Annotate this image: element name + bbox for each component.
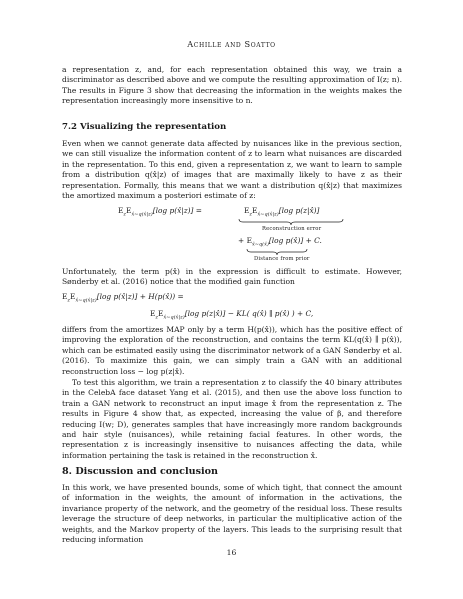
paragraph-intro: a representation z, and, for each representation obtained this way, we train a discriminator as described above and we compute the resulting approximation of I(z; n). The results in Figure 3 show that decreasing the information in the weights makes the representation increasingly more insensitive to n. — [62, 65, 402, 106]
underbrace-1 — [238, 218, 344, 226]
page-number: 16 — [226, 548, 237, 557]
equation-2-line2: $E_zE_{x̂\sim q(x̂|z)}[\log$ p(z|x̂)] − KL( q(x̂) ∥ p(x̂) ) + C, — [150, 309, 314, 321]
equation-1-lhs: $E_zE_{x̂\sim q(x̂|z)}[\log$ p(x̂|z)] = — [118, 206, 202, 218]
section-heading-7-2: 7.2 Visualizing the representation — [62, 122, 227, 132]
paragraph-8: In this work, we have presented bounds, some of which tight, that connect the amount of information in the weights, the amount of information in the activations, the invariance property of the network, and the geometry of the residual loss. These results leverage the structure of deep networks, in particular the multiplicative action of the weights, and the Markov property of the layers. This leads to the surprising result that reducing information — [62, 483, 402, 545]
paragraph-7-2b: Unfortunately, the term p(x̂) in the expression is difficult to estimate. However, Sønderby et al. (2016) notice that the modified gain function — [62, 267, 402, 287]
equation-1-term1: $E_zE_{x̂\sim q(x̂|z)}[\log$ p(z|x̂)] — [244, 206, 320, 218]
running-head: Achille and Soatto — [187, 39, 276, 49]
underbrace-2 — [246, 248, 308, 256]
label-reconstruction-error: Reconstruction error — [262, 226, 322, 232]
equation-1-term2: + $E_{x̂\sim q(x̂)}[\log$ p(x̂)] + C. — [238, 236, 322, 248]
paragraph-7-2a: Even when we cannot generate data affected by nuisances like in the previous section, we can still visualize the information content of z to learn what nuisances are discarded in the representation. To this end, given a representation z, we want to learn to sample from a distribution q(x̂|z) of images that are maximally likely to have z as their representation. Formally, this means that we want a distribution q(x̂|z) that maximizes the amortized maximum a posteriori estimate of z: — [62, 139, 402, 201]
paragraph-7-2c: differs from the amortizes MAP only by a term H(p(x̂)), which has the positive effect of improving the exploration of the reconstruction, and contains the term KL(q(x̂) ∥ p(x̂)), which can be estimated easily using the discriminator network of a GAN Sønderby et al. (2016). To maximize this gain, we can simply train a GAN with an additional reconstruction loss − log p(z|x̂). — [62, 325, 402, 376]
equation-2-line1: $E_zE_{x̂\sim q(x̂|z)}[\log$ p(x̂|z)] + H(p(x̂)) = — [62, 292, 184, 304]
section-heading-8: 8. Discussion and conclusion — [62, 466, 219, 477]
paragraph-7-2d: To test this algorithm, we train a representation z to classify the 40 binary attributes in the CelebA face dataset Yang et al. (2015), and then use the above loss function to train a GAN network to reconstruct an input image x̂ from the representation z. The results in Figure 4 show that, as expected, increasing the value of β, and therefore reducing I(w; D), generates samples that have increasingly more random backgrounds and hair style (nuisances), while retaining facial features. In other words, the representation z is increasingly insensitive to nuisances affecting the data, while information pertaining the task is retained in the reconstruction x̂. — [62, 378, 402, 460]
label-distance-from-prior: Distance from prior — [254, 256, 310, 262]
